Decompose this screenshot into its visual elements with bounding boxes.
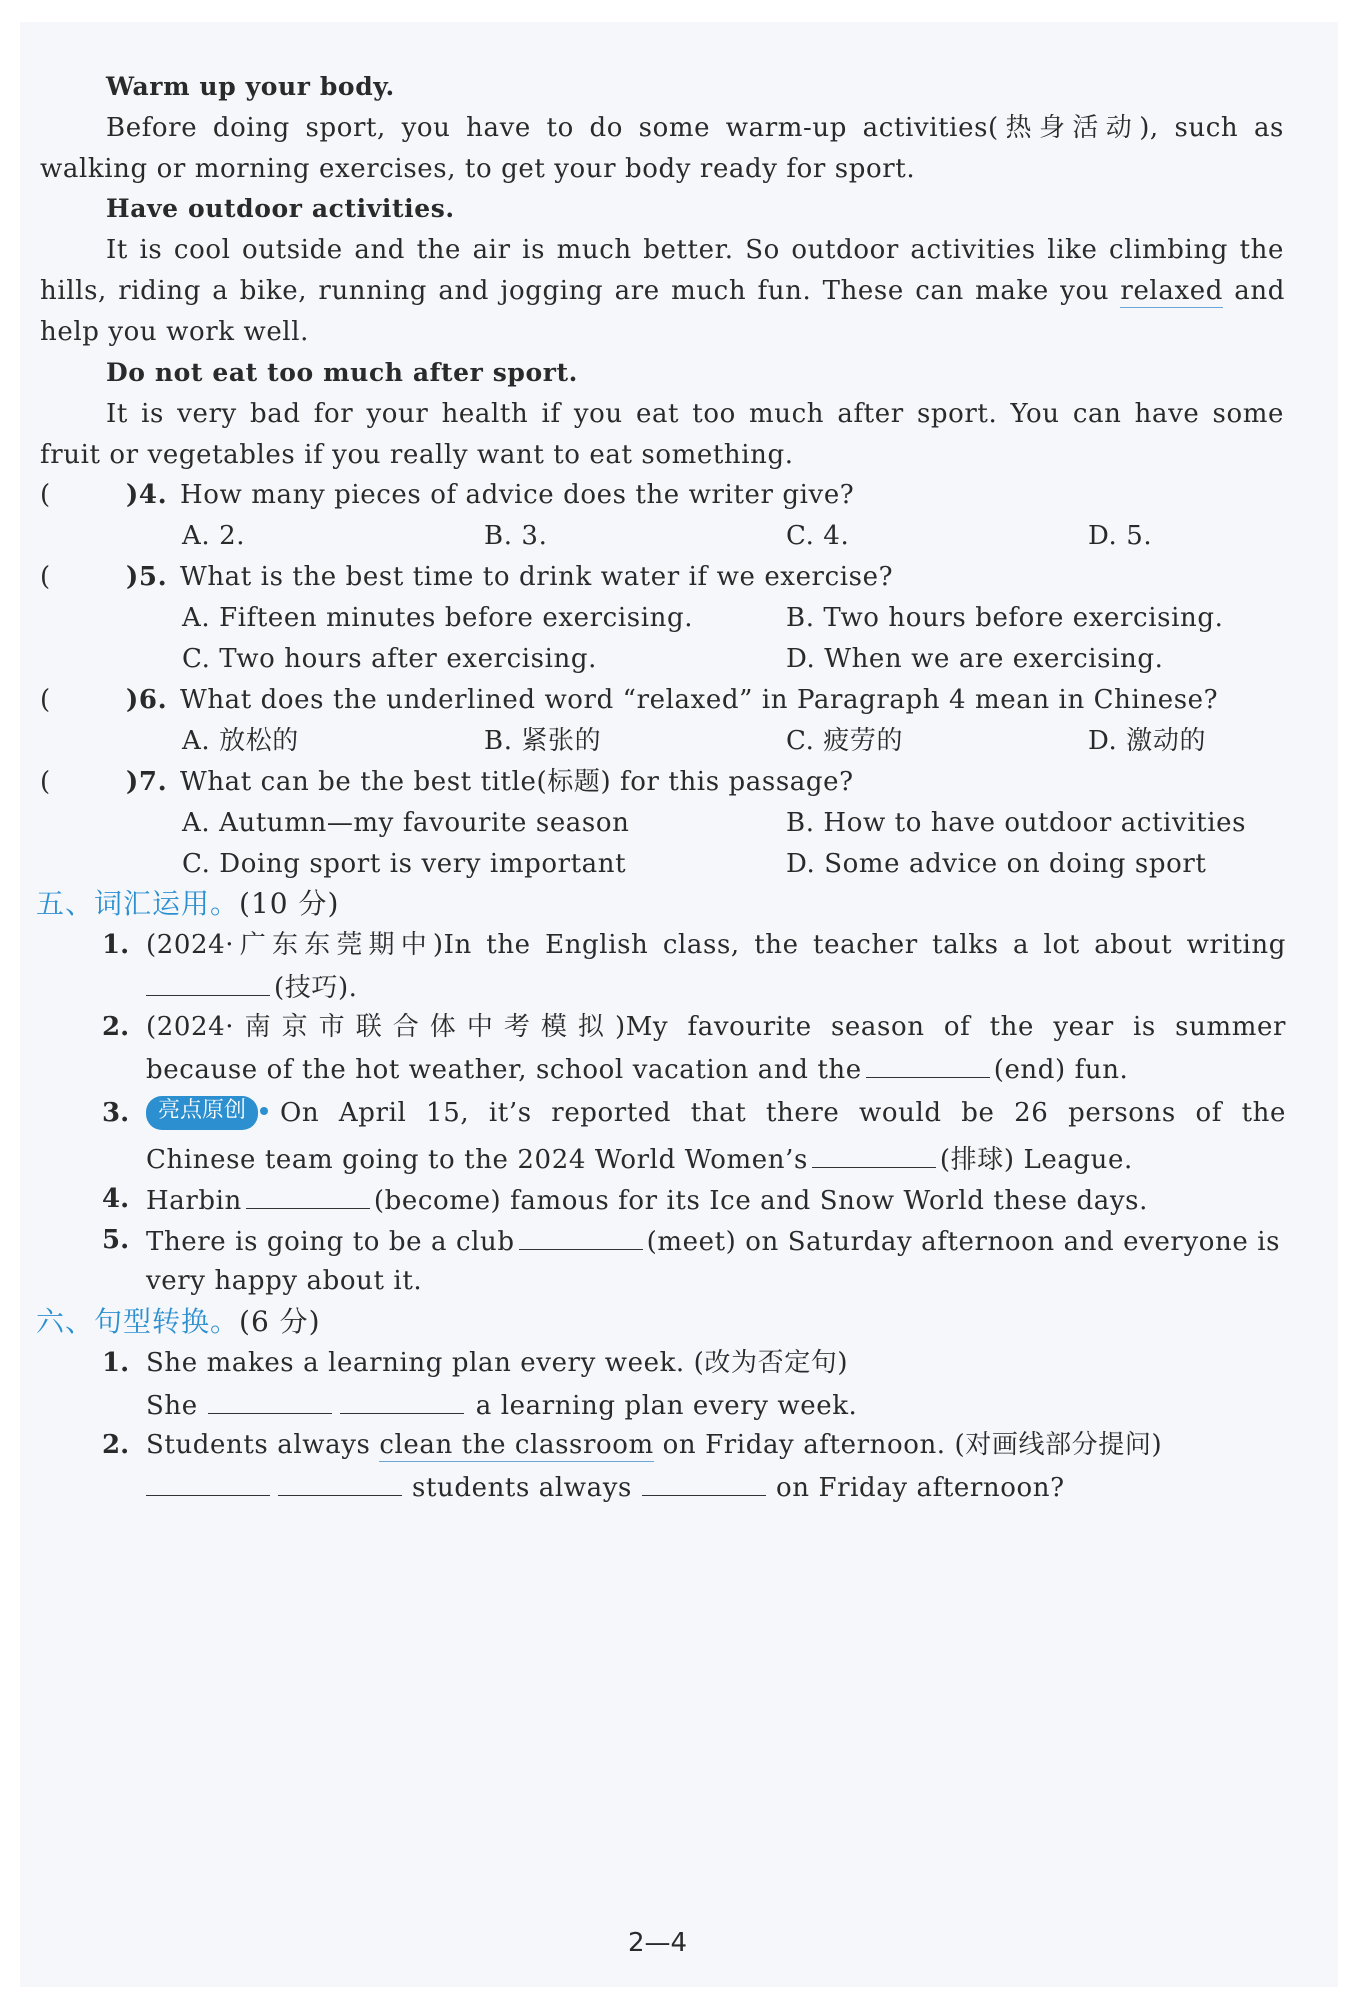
item-text: (2024·南京市联合体中考模拟)My favourite season of the year is summer	[146, 1012, 1286, 1042]
paragraph-line: It is cool outside and the air is much better. So outdoor activities like climbing the	[106, 235, 1284, 265]
original-badge: 亮点原创	[146, 1096, 258, 1130]
option-c[interactable]: C. Two hours after exercising.	[182, 644, 597, 674]
item-text: Harbin (become) famous for its Ice and Snow World these days.	[146, 1182, 1148, 1218]
answer-blank[interactable]	[246, 1182, 370, 1209]
underlined-word: relaxed	[1120, 276, 1223, 306]
option-b[interactable]: B. Two hours before exercising.	[786, 603, 1224, 633]
underlined-phrase: clean the classroom	[379, 1430, 654, 1460]
item-text: (2024·广东东莞期中)In the English class, the teacher talks a lot about writing	[146, 930, 1286, 960]
paragraph-line: hills, riding a bike, running and jogging are much fun. These can make you relaxed and	[40, 276, 1285, 306]
option-b[interactable]: B. How to have outdoor activities	[786, 808, 1247, 838]
option-a[interactable]: A. Fifteen minutes before exercising.	[182, 603, 694, 633]
answer-blank[interactable]	[146, 969, 270, 996]
item-number: 2.	[102, 1430, 130, 1460]
item-text: (技巧).	[146, 969, 358, 1005]
option-a[interactable]: A. 2.	[182, 521, 246, 551]
heading-outdoor: Have outdoor activities.	[106, 194, 455, 223]
option-c[interactable]: C. 疲劳的	[786, 726, 904, 756]
answer-blank[interactable]	[519, 1223, 643, 1250]
option-c[interactable]: C. 4.	[786, 521, 850, 551]
answer-blank[interactable]	[278, 1469, 402, 1496]
paragraph-line: Before doing sport, you have to do some warm-up activities(热身活动), such as	[106, 113, 1284, 143]
option-a[interactable]: A. 放松的	[182, 726, 299, 756]
answer-blank[interactable]	[208, 1387, 332, 1414]
item-text: because of the hot weather, school vacation and the (end) fun.	[146, 1051, 1128, 1087]
item-text: students always on Friday afternoon?	[146, 1469, 1065, 1505]
answer-blank[interactable]	[340, 1387, 464, 1414]
item-number: 4.	[102, 1184, 130, 1214]
paragraph-line: walking or morning exercises, to get your body ready for sport.	[40, 154, 916, 184]
option-d[interactable]: D. Some advice on doing sport	[786, 849, 1207, 879]
answer-blank[interactable]	[146, 1469, 270, 1496]
item-text: There is going to be a club (meet) on Saturday afternoon and everyone is	[146, 1223, 1280, 1259]
option-d[interactable]: D. 5.	[1088, 521, 1153, 551]
section-6-title: 六、句型转换。(6 分)	[36, 1305, 321, 1338]
heading-warm-up: Warm up your body.	[106, 72, 395, 101]
page-number: 2—4	[628, 1928, 688, 1958]
answer-blank[interactable]	[866, 1051, 990, 1078]
option-d[interactable]: D. 激动的	[1088, 726, 1207, 756]
option-b[interactable]: B. 3.	[484, 521, 548, 551]
item-text: 亮点原创 On April 15, it’s reported that there would be 26 persons of the	[146, 1096, 1286, 1130]
item-number: 5.	[102, 1225, 130, 1255]
option-d[interactable]: D. When we are exercising.	[786, 644, 1164, 674]
paragraph-line: fruit or vegetables if you really want to eat something.	[40, 440, 794, 470]
item-number: 3.	[102, 1098, 130, 1128]
option-b[interactable]: B. 紧张的	[484, 726, 602, 756]
option-a[interactable]: A. Autumn—my favourite season	[182, 808, 630, 838]
option-c[interactable]: C. Doing sport is very important	[182, 849, 627, 879]
item-text: very happy about it.	[146, 1266, 423, 1296]
answer-blank[interactable]	[812, 1141, 936, 1168]
item-number: 1.	[102, 1348, 130, 1378]
heading-eat: Do not eat too much after sport.	[106, 358, 578, 387]
item-text: She makes a learning plan every week. (改为否定句)	[146, 1348, 849, 1378]
item-number: 1.	[102, 930, 130, 960]
section-5-title: 五、词汇运用。(10 分)	[36, 887, 340, 920]
item-text: Students always clean the classroom on Friday afternoon. (对画线部分提问)	[146, 1430, 1163, 1460]
paragraph-line: help you work well.	[40, 317, 310, 347]
paragraph-line: It is very bad for your health if you eat too much after sport. You can have some	[106, 399, 1284, 429]
item-text: Chinese team going to the 2024 World Women’s (排球) League.	[146, 1141, 1133, 1177]
answer-blank[interactable]	[642, 1469, 766, 1496]
item-text: She a learning plan every week.	[146, 1387, 857, 1423]
item-number: 2.	[102, 1012, 130, 1042]
